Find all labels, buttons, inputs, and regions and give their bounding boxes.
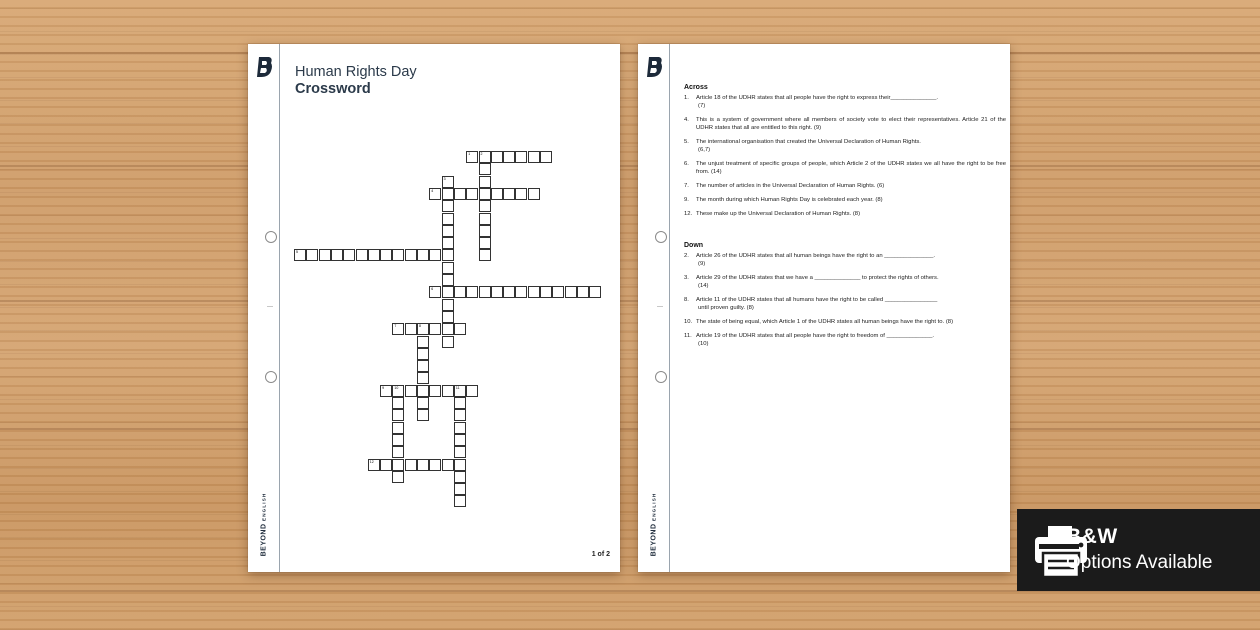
crossword-cell	[479, 176, 491, 188]
crossword-cell	[405, 249, 417, 261]
crossword-cell	[356, 249, 368, 261]
crossword-cell	[380, 459, 392, 471]
clue-item: 3. Article 29 of the UDHR states that we have a ______________ to protect the rights of others. (14)	[684, 275, 939, 289]
clue-item: 11. Article 19 of the UDHR states that all people have the right to freedom of ______________. (10)	[684, 333, 935, 347]
crossword-cell	[454, 495, 466, 507]
crossword-cell	[479, 286, 491, 298]
crossword-cell	[442, 336, 454, 348]
crossword-cell	[466, 188, 478, 200]
crossword-cell	[515, 151, 527, 163]
clue-item: 10. The state of being equal, which Article 1 of the UDHR states all human beings have the right to. (8)	[684, 319, 954, 325]
crossword-cell	[429, 385, 441, 397]
page-title: Human Rights Day	[295, 64, 417, 80]
clue-item: 6. The unjust treatment of specific groups of people, which Article 2 of the UDHR states we all have the right to be free from. (14)	[684, 161, 1006, 175]
crossword-cell	[417, 385, 429, 397]
crossword-cell	[589, 286, 601, 298]
crossword-cell	[454, 459, 466, 471]
crossword-cell	[392, 434, 404, 446]
crossword-cell-numbered: 10	[392, 385, 404, 397]
crossword-cell	[331, 249, 343, 261]
crossword-cell	[454, 434, 466, 446]
crossword-cell	[442, 225, 454, 237]
crossword-cell	[528, 286, 540, 298]
crossword-cell	[442, 213, 454, 225]
crossword-cell	[417, 409, 429, 421]
wood-seam	[0, 300, 1260, 302]
crossword-cell	[429, 249, 441, 261]
page-number: 1 of 2	[591, 551, 610, 558]
crossword-cell	[454, 483, 466, 495]
crossword-cell	[479, 237, 491, 249]
crossword-cell	[503, 188, 515, 200]
crossword-cell	[319, 249, 331, 261]
wood-seam	[0, 165, 1260, 167]
crossword-cell	[392, 471, 404, 483]
crossword-cell	[442, 200, 454, 212]
crossword-cell	[515, 286, 527, 298]
crossword-cell	[405, 323, 417, 335]
crossword-cell-numbered: 1	[466, 151, 478, 163]
crossword-cell	[392, 459, 404, 471]
crossword-cell	[577, 286, 589, 298]
crossword-cell	[392, 397, 404, 409]
crossword-cell	[442, 237, 454, 249]
crossword-page	[248, 44, 620, 572]
crossword-cell	[442, 385, 454, 397]
crossword-cell	[454, 471, 466, 483]
crossword-cell	[466, 286, 478, 298]
clue-item: 2. Article 26 of the UDHR states that all human beings have the right to an _______________. (9)	[684, 253, 936, 267]
brand-vertical: BEYOND ENGLISH	[650, 492, 658, 556]
punch-hole	[265, 371, 277, 383]
clue-item: 1. Article 18 of the UDHR states that all people have the right to express their______________. (7)	[684, 95, 938, 109]
crossword-cell-numbered: 2	[479, 151, 491, 163]
beyond-logo-icon	[256, 56, 274, 78]
crossword-cell	[479, 188, 491, 200]
bw-options-badge	[1017, 509, 1260, 591]
crossword-cell-numbered: 12	[368, 459, 380, 471]
crossword-cell	[405, 385, 417, 397]
punch-hole	[265, 231, 277, 243]
crossword-cell	[417, 360, 429, 372]
crossword-cell	[405, 459, 417, 471]
crossword-cell	[417, 249, 429, 261]
margin-rule	[279, 44, 280, 572]
crossword-cell	[528, 188, 540, 200]
crossword-cell	[454, 323, 466, 335]
fold-mark	[267, 306, 273, 307]
crossword-cell	[442, 459, 454, 471]
beyond-logo-icon	[646, 56, 664, 78]
crossword-cell	[442, 274, 454, 286]
crossword-cell	[466, 385, 478, 397]
clue-list	[684, 84, 1006, 354]
crossword-cell	[392, 422, 404, 434]
crossword-cell	[429, 323, 441, 335]
crossword-cell	[417, 397, 429, 409]
badge-subtitle: Options Available	[1066, 552, 1213, 573]
crossword-cell	[503, 286, 515, 298]
crossword-cell	[540, 151, 552, 163]
crossword-cell	[540, 286, 552, 298]
crossword-cell	[380, 249, 392, 261]
across-heading: Across	[684, 84, 708, 91]
clue-item: 4. This is a system of government where all members of society vote to elect their representatives. Article 21 of the UDHR states that all are entitled to this right. (9)	[684, 117, 1006, 131]
crossword-cell	[442, 249, 454, 261]
crossword-cell	[442, 188, 454, 200]
brand-vertical: BEYOND ENGLISH	[260, 492, 268, 556]
crossword-cell-numbered: 6	[429, 286, 441, 298]
wood-seam	[0, 428, 1260, 430]
crossword-cell	[479, 163, 491, 175]
crossword-cell	[565, 286, 577, 298]
crossword-cell	[454, 409, 466, 421]
crossword-cell	[417, 336, 429, 348]
clue-item: 5. The international organisation that created the Universal Declaration of Human Rights. (6,7)	[684, 139, 921, 153]
crossword-cell	[503, 151, 515, 163]
clues-page	[638, 44, 1010, 572]
crossword-cell-numbered: 7	[392, 323, 404, 335]
crossword-cell-numbered: 3	[442, 176, 454, 188]
crossword-cell	[491, 286, 503, 298]
crossword-cell	[392, 409, 404, 421]
clue-item: 7. The number of articles in the Universal Declaration of Human Rights. (6)	[684, 183, 885, 189]
crossword-cell	[454, 286, 466, 298]
crossword-cell	[417, 372, 429, 384]
margin-rule	[669, 44, 670, 572]
crossword-cell	[454, 188, 466, 200]
crossword-cell	[515, 188, 527, 200]
crossword-cell-numbered: 5	[294, 249, 306, 261]
crossword-cell	[417, 348, 429, 360]
punch-hole	[655, 371, 667, 383]
crossword-cell	[343, 249, 355, 261]
punch-hole	[655, 231, 667, 243]
crossword-cell	[392, 249, 404, 261]
crossword-cell	[479, 213, 491, 225]
crossword-cell	[528, 151, 540, 163]
crossword-cell-numbered: 9	[380, 385, 392, 397]
crossword-cell	[442, 262, 454, 274]
crossword-cell	[417, 459, 429, 471]
page-subtitle: Crossword	[295, 81, 371, 97]
wood-seam	[0, 52, 1260, 54]
crossword-cell	[454, 446, 466, 458]
clue-item: 12. These make up the Universal Declaration of Human Rights. (8)	[684, 211, 861, 217]
clue-item: 9. The month during which Human Rights Day is celebrated each year. (8)	[684, 197, 883, 203]
crossword-cell	[454, 397, 466, 409]
crossword-cell	[552, 286, 564, 298]
crossword-cell	[306, 249, 318, 261]
down-heading: Down	[684, 242, 704, 249]
crossword-cell	[479, 249, 491, 261]
crossword-cell	[491, 188, 503, 200]
crossword-cell	[442, 311, 454, 323]
crossword-cell-numbered: 11	[454, 385, 466, 397]
fold-mark	[657, 306, 663, 307]
crossword-cell	[454, 422, 466, 434]
crossword-cell	[479, 225, 491, 237]
crossword-cell	[392, 446, 404, 458]
clue-item: 8. Article 11 of the UDHR states that all humans have the right to be called ________________ until proven guilty. (8)	[684, 297, 938, 311]
crossword-cell-numbered: 4	[429, 188, 441, 200]
crossword-cell-numbered: 8	[417, 323, 429, 335]
crossword-cell	[442, 299, 454, 311]
crossword-cell	[368, 249, 380, 261]
badge-title: B&W	[1066, 525, 1118, 548]
crossword-cell	[429, 459, 441, 471]
crossword-cell	[442, 323, 454, 335]
crossword-cell	[491, 151, 503, 163]
crossword-cell	[442, 286, 454, 298]
crossword-cell	[479, 200, 491, 212]
